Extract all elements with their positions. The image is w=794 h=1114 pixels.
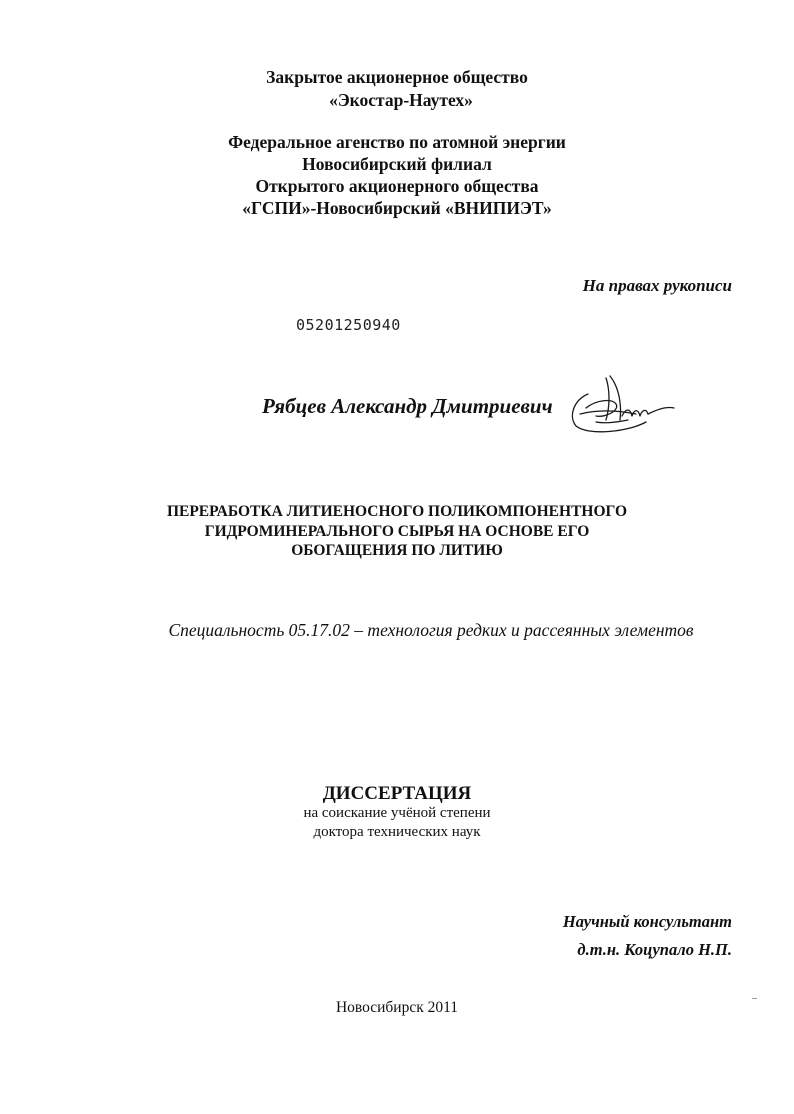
consultant-label: Научный консультант	[562, 912, 732, 931]
rights-note: На правах рукописи	[582, 276, 732, 295]
work-title-line-3: ОБОГАЩЕНИЯ ПО ЛИТИЮ	[291, 542, 503, 559]
author-name: Рябцев Александр Дмитриевич	[262, 394, 553, 418]
signature-icon	[566, 370, 682, 436]
city-year: Новосибирск 2011	[335, 999, 459, 1016]
dissertation-heading: ДИССЕРТАЦИЯ	[322, 783, 472, 804]
degree-line-2: доктора технических наук	[313, 824, 481, 840]
consultant-name: д.т.н. Коцупало Н.П.	[577, 940, 732, 959]
registration-number: 05201250940	[296, 316, 401, 334]
work-title-line-1: ПЕРЕРАБОТКА ЛИТИЕНОСНОГО ПОЛИКОМПОНЕНТНОГО	[166, 503, 628, 520]
org-name-line-2: «Экостар-Наутех»	[329, 90, 473, 110]
degree-line-1: на соискание учёной степени	[303, 805, 491, 821]
specialty-line: Специальность 05.17.02 – технология редких и рассеянных элементов	[168, 620, 694, 640]
agency-line-1: Федеральное агенство по атомной энергии	[228, 132, 566, 152]
scan-speck	[752, 998, 757, 999]
agency-line-3: Открытого акционерного общества	[255, 176, 539, 196]
agency-line-2: Новосибирский филиал	[302, 154, 492, 174]
org-name-line-1: Закрытое акционерное общество	[266, 67, 528, 87]
work-title-line-2: ГИДРОМИНЕРАЛЬНОГО СЫРЬЯ НА ОСНОВЕ ЕГО	[204, 523, 590, 540]
agency-line-4: «ГСПИ»-Новосибирский «ВНИПИЭТ»	[242, 198, 552, 218]
